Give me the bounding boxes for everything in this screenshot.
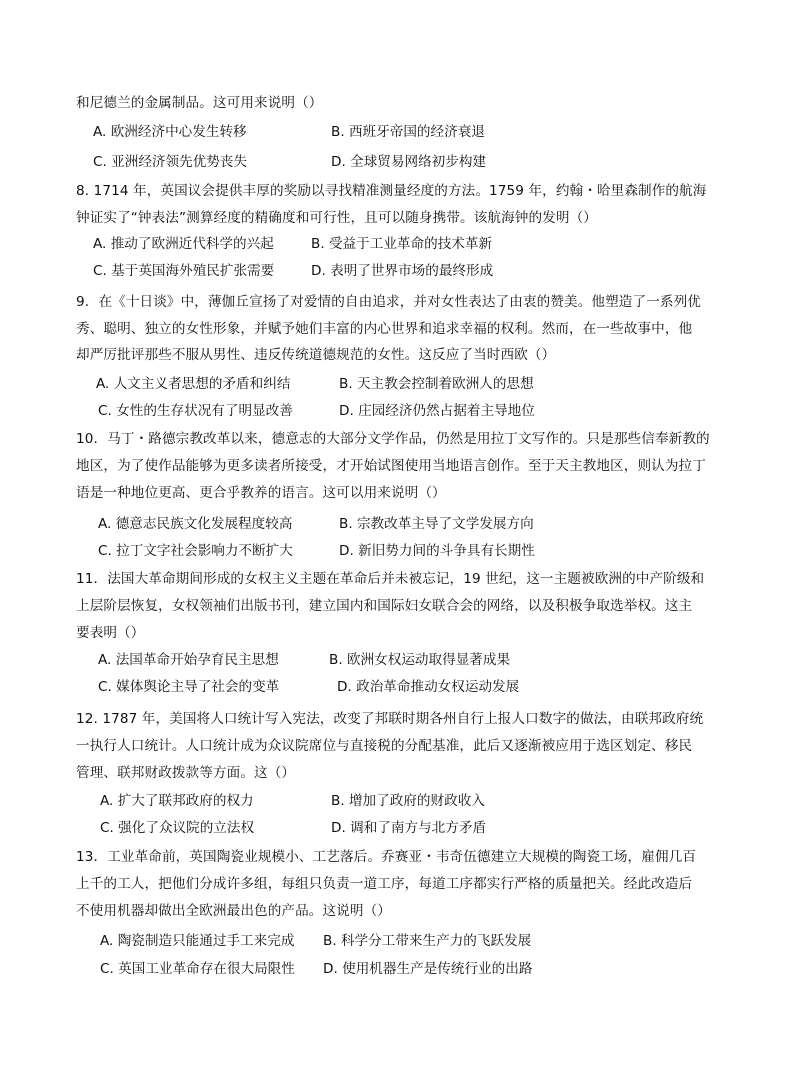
question-13-option-b[interactable]: B. 科学分工带来生产力的飞跃发展: [323, 933, 532, 949]
question-7-stem-end: 和尼德兰的金属制品。这可用来说明（）: [76, 95, 323, 111]
question-10-stem-line-3: 语是一种地位更高、更合乎教养的语言。这可以用来说明（）: [76, 485, 446, 501]
question-8-option-b[interactable]: B. 受益于工业革命的技术革新: [311, 236, 493, 252]
question-8-option-c[interactable]: C. 基于英国海外殖民扩张需要: [93, 263, 275, 279]
question-13-option-c[interactable]: C. 英国工业革命存在很大局限性: [100, 961, 295, 977]
question-12-stem-line-2: 一执行人口统计。人口统计成为众议院席位与直接税的分配基准，此后又逐渐被应用于选区划定、移民: [76, 738, 693, 754]
question-9-stem-line-2: 秀、聪明、独立的女性形象，并赋予她们丰富的内心世界和追求幸福的权利。然而，在一些故事中，他: [76, 321, 693, 337]
question-11-option-a[interactable]: A. 法国革命开始孕育民主思想: [98, 652, 279, 668]
question-10-option-b[interactable]: B. 宗教改革主导了文学发展方向: [339, 516, 534, 532]
question-12-option-a[interactable]: A. 扩大了联邦政府的权力: [100, 793, 254, 809]
question-9-option-c[interactable]: C. 女性的生存状况有了明显改善: [98, 403, 293, 419]
question-8-stem-line-2: 钟证实了“钟表法”测算经度的精确度和可行性，且可以随身携带。该航海钟的发明（）: [76, 210, 597, 226]
question-8-option-d[interactable]: D. 表明了世界市场的最终形成: [311, 263, 494, 279]
question-13-stem-line-1: 13．工业革命前，英国陶瓷业规模小、工艺落后。乔赛亚・韦奇伍德建立大规模的陶瓷工场，雇佣几百: [76, 849, 697, 865]
question-12-option-c[interactable]: C. 强化了众议院的立法权: [100, 820, 255, 836]
question-13-option-a[interactable]: A. 陶瓷制造只能通过手工来完成: [100, 933, 295, 949]
question-9-option-a[interactable]: A. 人文主义者思想的矛盾和纠结: [96, 376, 291, 392]
question-8-option-a[interactable]: A. 推动了欧洲近代科学的兴起: [93, 236, 274, 252]
question-9-option-b[interactable]: B. 天主教会控制着欧洲人的思想: [339, 376, 534, 392]
question-10-option-c[interactable]: C. 拉丁文字社会影响力不断扩大: [98, 543, 293, 559]
question-11-stem-line-2: 上层阶层恢复，女权领袖们出版书刊，建立国内和国际妇女联合会的网络，以及积极争取选举权。这主: [76, 598, 693, 614]
question-12-option-d[interactable]: D. 调和了南方与北方矛盾: [331, 820, 487, 836]
question-13-option-d[interactable]: D. 使用机器生产是传统行业的出路: [323, 961, 533, 977]
question-12-stem-line-1: 12. 1787 年，美国将人口统计写入宪法，改变了邦联时期各州自行上报人口数字的做法，由联邦政府统: [76, 711, 704, 727]
question-11-option-d[interactable]: D. 政治革命推动女权运动发展: [337, 679, 520, 695]
question-11-stem-line-1: 11．法国大革命期间形成的女权主义主题在革命后并未被忘记，19 世纪，这一主题被欧洲的中产阶级和: [76, 571, 705, 587]
question-10-option-a[interactable]: A. 德意志民族文化发展程度较高: [98, 516, 293, 532]
question-7-option-d[interactable]: D. 全球贸易网络初步构建: [331, 154, 487, 170]
question-8-stem-line-1: 8. 1714 年，英国议会提供丰厚的奖励以寻找精准测量经度的方法。1759 年，约翰・哈里森制作的航海: [76, 183, 707, 199]
question-12-option-b[interactable]: B. 增加了政府的财政收入: [331, 793, 485, 809]
question-9-stem-line-1: 9．在《十日谈》中，薄伽丘宣扬了对爱情的自由追求，并对女性表达了由衷的赞美。他塑造了一系列优: [76, 294, 701, 310]
question-7-option-c[interactable]: C. 亚洲经济领先优势丧失: [93, 154, 248, 170]
question-11-option-b[interactable]: B. 欧洲女权运动取得显著成果: [329, 652, 511, 668]
question-13-stem-line-2: 上千的工人，把他们分成许多组，每组只负责一道工序，每道工序都实行严格的质量把关。经此改造后: [76, 876, 693, 892]
question-10-stem-line-2: 地区，为了使作品能够为更多读者所接受，才开始试图使用当地语言创作。至于天主教地区，则认为拉丁: [76, 458, 706, 474]
question-9-stem-line-3: 却严厉批评那些不服从男性、违反传统道德规范的女性。这反应了当时西欧（）: [76, 347, 556, 363]
question-12-stem-line-3: 管理、联邦财政拨款等方面。这（）: [76, 765, 296, 781]
question-10-option-d[interactable]: D. 新旧势力间的斗争具有长期性: [339, 543, 535, 559]
question-7-option-b[interactable]: B. 西班牙帝国的经济衰退: [331, 124, 485, 140]
question-13-stem-line-3: 不使用机器却做出全欧洲最出色的产品。这说明（）: [76, 903, 391, 919]
question-10-stem-line-1: 10．马丁・路德宗教改革以来，德意志的大部分文学作品，仍然是用拉丁文写作的。只是那些信奉新教的: [76, 431, 710, 447]
question-7-option-a[interactable]: A. 欧洲经济中心发生转移: [93, 124, 247, 140]
question-11-stem-line-3: 要表明（）: [76, 625, 145, 641]
question-9-option-d[interactable]: D. 庄园经济仍然占据着主导地位: [339, 403, 535, 419]
question-11-option-c[interactable]: C. 媒体舆论主导了社会的变革: [98, 679, 280, 695]
